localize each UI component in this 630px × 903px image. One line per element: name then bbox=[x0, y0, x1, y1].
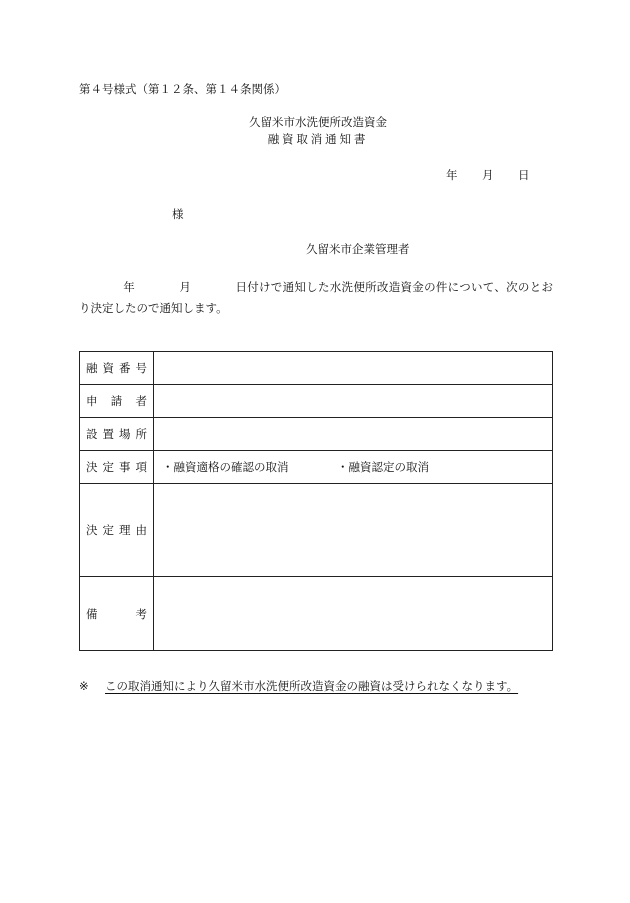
date-month: 月 bbox=[482, 168, 494, 182]
table-row-installation-site bbox=[80, 418, 553, 451]
label-loan-number: 融 資 番 号 bbox=[80, 352, 154, 385]
option-eligibility-confirmation-cancel[interactable]: ・融資適格の確認の取消 bbox=[162, 460, 289, 474]
document-subtitle: 融資取消通知書 bbox=[267, 132, 369, 146]
table-row-decision-reason bbox=[80, 484, 553, 577]
option-loan-approval-cancel[interactable]: ・融資認定の取消 bbox=[337, 460, 429, 474]
table-row-applicant bbox=[80, 385, 553, 418]
body-text bbox=[79, 277, 553, 319]
table-row-decision-items bbox=[80, 451, 553, 484]
value-remarks[interactable] bbox=[154, 577, 553, 651]
value-applicant[interactable] bbox=[154, 385, 553, 418]
value-decision-reason[interactable] bbox=[154, 484, 553, 577]
value-loan-number[interactable] bbox=[154, 352, 553, 385]
label-installation-site: 設 置 場 所 bbox=[80, 418, 154, 451]
body-month: 月 bbox=[179, 280, 192, 294]
table-row-remarks bbox=[80, 577, 553, 651]
value-installation-site[interactable] bbox=[154, 418, 553, 451]
form-number: 第４号様式（第１２条、第１４条関係） bbox=[79, 82, 286, 96]
label-remarks: 備 考 bbox=[80, 577, 154, 651]
label-decision-items: 決 定 事 項 bbox=[80, 451, 154, 484]
footnote-mark: ※ bbox=[79, 679, 89, 693]
label-applicant: 申 請 者 bbox=[80, 385, 154, 418]
value-decision-items bbox=[154, 451, 553, 484]
body-year: 年 bbox=[123, 280, 136, 294]
table-row-loan-number bbox=[80, 352, 553, 385]
addressee-honorific: 様 bbox=[172, 207, 184, 221]
document-title: 久留米市水洗便所改造資金 bbox=[249, 115, 387, 129]
loan-cancellation-table bbox=[79, 351, 553, 651]
footnote bbox=[79, 678, 518, 694]
body-paragraph: 日付けで通知した水洗便所改造資金の件について、次のとおり決定したので通知します。 bbox=[79, 280, 553, 315]
footnote-text: この取消通知により久留米市水洗便所改造資金の融資は受けられなくなります。 bbox=[105, 679, 519, 693]
date-year: 年 bbox=[446, 168, 458, 182]
label-decision-reason: 決 定 理 由 bbox=[80, 484, 154, 577]
date-day: 日 bbox=[518, 168, 530, 182]
date-line bbox=[446, 167, 530, 183]
issuer-name: 久留米市企業管理者 bbox=[306, 242, 410, 256]
